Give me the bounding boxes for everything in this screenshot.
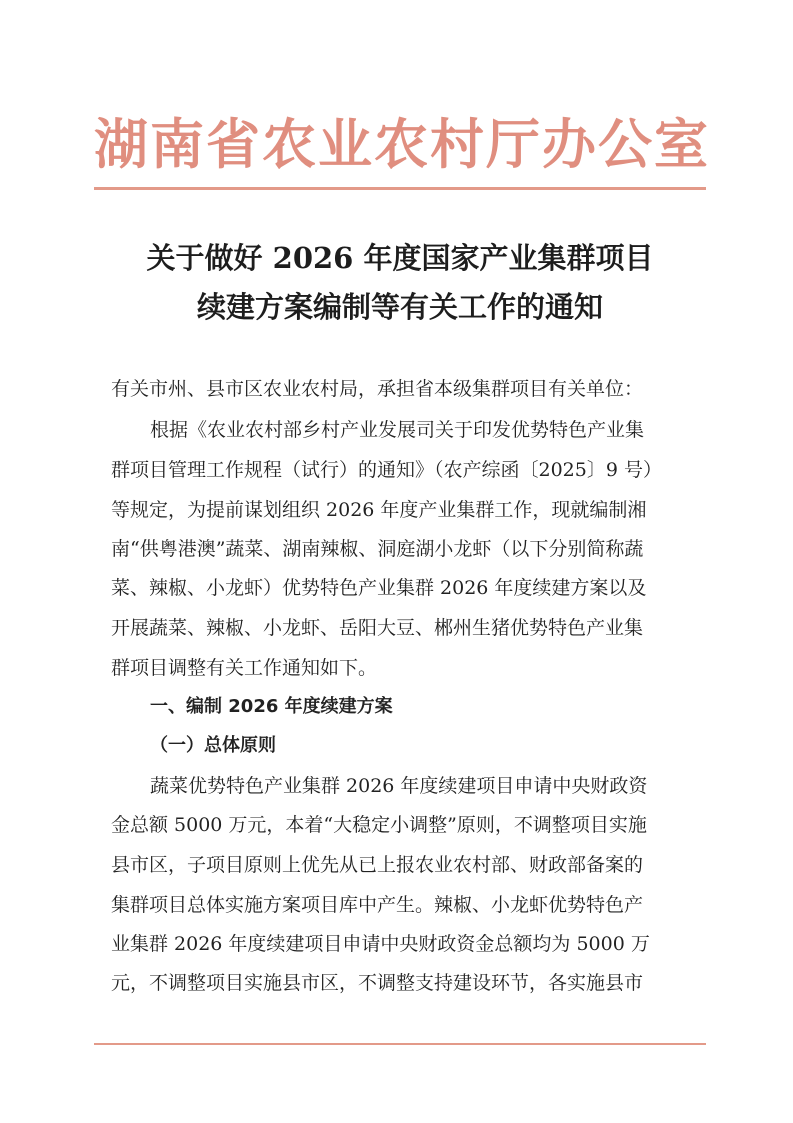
footer-divider <box>94 1043 706 1045</box>
body-line: 南“供粤港澳”蔬菜、湖南辣椒、洞庭湖小龙虾（以下分别简称蔬 <box>111 538 644 560</box>
body-line: 根据《农业农村部乡村产业发展司关于印发优势特色产业集 <box>150 419 645 441</box>
body-line: 群项目调整有关工作通知如下。 <box>111 657 378 679</box>
body-line: 县市区，子项目原则上优先从已上报农业农村部、财政部备案的 <box>111 854 644 876</box>
body-line: 菜、辣椒、小龙虾）优势特色产业集群 2026 年度续建方案以及 <box>111 577 647 599</box>
issuing-office-header: 湖南省农业农村厅办公室 <box>94 113 710 176</box>
body-line: 元，不调整项目实施县市区，不调整支持建设环节，各实施县市 <box>111 972 644 994</box>
subsection-heading: （一）总体原则 <box>150 735 276 756</box>
body-line: 群项目管理工作规程（试行）的通知》（农产综函〔2025〕9 号） <box>111 459 662 481</box>
header-divider <box>94 187 706 190</box>
body-line: 业集群 2026 年度续建项目申请中央财政资金总额均为 5000 万 <box>111 933 650 955</box>
salutation: 有关市州、县市区农业农村局，承担省本级集群项目有关单位： <box>111 378 644 400</box>
document-title-line-2: 续建方案编制等有关工作的通知 <box>196 290 603 324</box>
body-line: 开展蔬菜、辣椒、小龙虾、岳阳大豆、郴州生猪优势特色产业集 <box>111 617 644 639</box>
body-line: 蔬菜优势特色产业集群 2026 年度续建项目申请中央财政资 <box>150 775 648 797</box>
body-line: 金总额 5000 万元，本着“大稳定小调整”原则，不调整项目实施 <box>111 814 647 836</box>
document-title-line-1: 关于做好 2026 年度国家产业集群项目 <box>146 241 654 275</box>
body-line: 等规定，为提前谋划组织 2026 年度产业集群工作，现就编制湘 <box>111 499 647 521</box>
body-line: 集群项目总体实施方案项目库中产生。辣椒、小龙虾优势特色产 <box>111 894 644 916</box>
section-heading: 一、编制 2026 年度续建方案 <box>150 696 393 717</box>
